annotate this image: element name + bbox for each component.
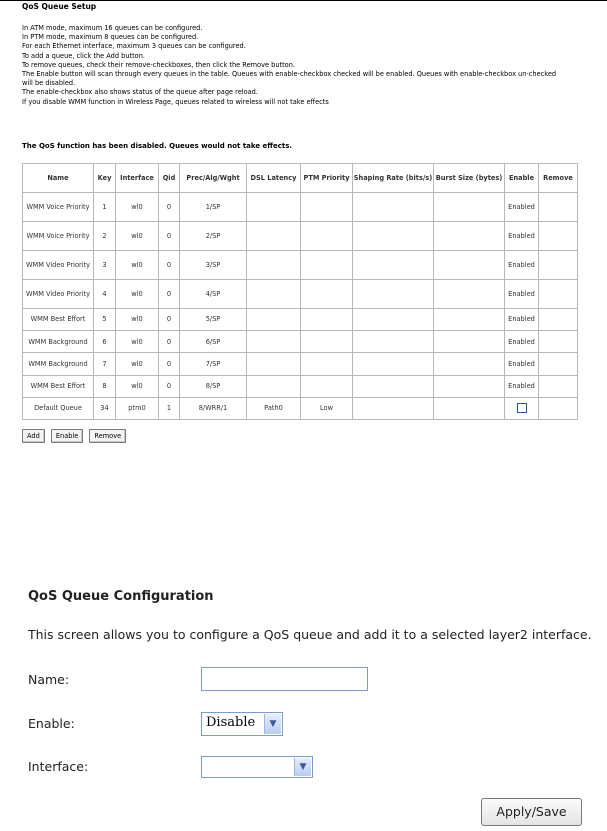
setup-notes [22, 24, 602, 107]
table-header-row [23, 164, 578, 193]
queue-table [22, 163, 578, 420]
note-line: In PTM mode, maximum 8 queues can be configured. [22, 33, 199, 42]
chevron-down-icon: ▼ [294, 758, 311, 776]
cell-remove [539, 193, 578, 222]
cell-shaping [353, 251, 434, 280]
cell-enable: Enabled [505, 331, 539, 353]
note-line: will be disabled. [22, 79, 76, 88]
cell-name: WMM Best Effort [23, 375, 94, 397]
cell-interface: wl0 [116, 375, 159, 397]
table-row [23, 353, 578, 375]
table-row [23, 222, 578, 251]
cell-remove [539, 309, 578, 331]
cell-enable: Enabled [505, 280, 539, 309]
cell-name: WMM Voice Priority [23, 193, 94, 222]
cell-prec: 2/SP [180, 222, 247, 251]
table-row [23, 309, 578, 331]
enable-select-value: Disable [206, 715, 256, 730]
col-prec: Prec/Alg/Wght [180, 164, 247, 193]
interface-select[interactable] [201, 756, 313, 778]
cell-name: WMM Video Priority [23, 251, 94, 280]
cell-qid: 0 [159, 309, 180, 331]
cell-prec: 7/SP [180, 353, 247, 375]
cell-name: WMM Video Priority [23, 280, 94, 309]
table-row [23, 375, 578, 397]
cell-prec: 5/SP [180, 309, 247, 331]
cell-enable: Enabled [505, 375, 539, 397]
cell-burst [434, 193, 505, 222]
config-title: QoS Queue Configuration [28, 589, 214, 604]
enable-checkbox[interactable] [517, 403, 527, 413]
cell-key: 8 [94, 375, 116, 397]
cell-enable: Enabled [505, 353, 539, 375]
cell-interface: wl0 [116, 251, 159, 280]
cell-ptm [301, 251, 353, 280]
note-line: If you disable WMM function in Wireless Page, queues related to wireless will not take effects [22, 97, 329, 106]
cell-shaping [353, 222, 434, 251]
cell-dsl [247, 375, 301, 397]
cell-burst [434, 331, 505, 353]
cell-shaping [353, 331, 434, 353]
col-dsl-latency: DSL Latency [247, 164, 301, 193]
remove-button[interactable]: Remove [89, 429, 126, 443]
note-line: The Enable button will scan through every queues in the table. Queues with enable-checkbox checked will be enabled. Queues with enable-checkbox un-checked [22, 70, 557, 79]
col-interface: Interface [116, 164, 159, 193]
cell-key: 5 [94, 309, 116, 331]
top-divider [0, 0, 607, 1]
cell-enable: Enabled [505, 222, 539, 251]
note-line: In ATM mode, maximum 16 queues can be configured. [22, 24, 203, 32]
cell-remove [539, 353, 578, 375]
cell-key: 1 [94, 193, 116, 222]
cell-ptm [301, 309, 353, 331]
cell-name: WMM Background [23, 353, 94, 375]
cell-dsl [247, 309, 301, 331]
cell-interface: wl0 [116, 222, 159, 251]
cell-key: 6 [94, 331, 116, 353]
name-input[interactable] [201, 667, 368, 691]
table-button-row [22, 423, 127, 443]
cell-qid: 0 [159, 331, 180, 353]
cell-shaping [353, 397, 434, 419]
cell-burst [434, 375, 505, 397]
cell-qid: 0 [159, 353, 180, 375]
cell-enable [505, 397, 539, 419]
col-shaping-rate: Shaping Rate (bits/s) [353, 164, 434, 193]
cell-dsl [247, 280, 301, 309]
cell-shaping [353, 375, 434, 397]
cell-prec: 4/SP [180, 280, 247, 309]
cell-key: 2 [94, 222, 116, 251]
config-description: This screen allows you to configure a QoS queue and add it to a selected layer2 interface. [28, 627, 592, 642]
cell-ptm [301, 222, 353, 251]
cell-burst [434, 353, 505, 375]
cell-remove [539, 280, 578, 309]
cell-burst [434, 222, 505, 251]
cell-shaping [353, 309, 434, 331]
note-line: The enable-checkbox also shows status of the queue after page reload. [22, 88, 258, 97]
cell-shaping [353, 353, 434, 375]
cell-burst [434, 397, 505, 419]
cell-qid: 0 [159, 193, 180, 222]
table-row [23, 193, 578, 222]
enable-select[interactable] [201, 712, 283, 736]
cell-name: WMM Background [23, 331, 94, 353]
cell-ptm [301, 375, 353, 397]
cell-prec: 1/SP [180, 193, 247, 222]
cell-remove [539, 222, 578, 251]
cell-prec: 6/SP [180, 331, 247, 353]
col-name: Name [23, 164, 94, 193]
setup-title: QoS Queue Setup [22, 2, 97, 11]
cell-dsl [247, 353, 301, 375]
col-qid: Qid [159, 164, 180, 193]
cell-ptm: Low [301, 397, 353, 419]
name-label: Name: [28, 672, 70, 687]
cell-remove [539, 331, 578, 353]
cell-remove [539, 375, 578, 397]
cell-ptm [301, 193, 353, 222]
cell-interface: ptm0 [116, 397, 159, 419]
table-row [23, 280, 578, 309]
cell-prec: 8/WRR/1 [180, 397, 247, 419]
enable-button[interactable]: Enable [51, 429, 83, 443]
cell-key: 7 [94, 353, 116, 375]
cell-dsl [247, 222, 301, 251]
col-remove: Remove [539, 164, 578, 193]
col-burst-size: Burst Size (bytes) [434, 164, 505, 193]
cell-dsl [247, 331, 301, 353]
cell-key: 4 [94, 280, 116, 309]
cell-dsl: Path0 [247, 397, 301, 419]
cell-enable: Enabled [505, 193, 539, 222]
cell-enable: Enabled [505, 251, 539, 280]
cell-name: Default Queue [23, 397, 94, 419]
cell-burst [434, 280, 505, 309]
cell-burst [434, 251, 505, 280]
note-line: For each Ethernet interface, maximum 3 queues can be configured. [22, 42, 246, 51]
add-button[interactable]: Add [22, 429, 45, 443]
cell-dsl [247, 193, 301, 222]
chevron-down-icon: ▼ [264, 714, 281, 734]
cell-remove [539, 251, 578, 280]
col-key: Key [94, 164, 116, 193]
cell-name: WMM Best Effort [23, 309, 94, 331]
note-line: To add a queue, click the Add button. [22, 51, 145, 60]
cell-ptm [301, 331, 353, 353]
cell-shaping [353, 280, 434, 309]
cell-interface: wl0 [116, 309, 159, 331]
cell-key: 3 [94, 251, 116, 280]
cell-enable: Enabled [505, 309, 539, 331]
apply-save-button[interactable]: Apply/Save [481, 798, 582, 826]
cell-ptm [301, 280, 353, 309]
note-line: To remove queues, check their remove-checkboxes, then click the Remove button. [22, 60, 295, 69]
cell-qid: 0 [159, 375, 180, 397]
cell-dsl [247, 251, 301, 280]
cell-interface: wl0 [116, 353, 159, 375]
interface-label: Interface: [28, 759, 89, 774]
cell-interface: wl0 [116, 331, 159, 353]
cell-interface: wl0 [116, 193, 159, 222]
col-ptm-priority: PTM Priority [301, 164, 353, 193]
cell-interface: wl0 [116, 280, 159, 309]
cell-qid: 0 [159, 222, 180, 251]
cell-prec: 3/SP [180, 251, 247, 280]
cell-remove [539, 397, 578, 419]
cell-qid: 1 [159, 397, 180, 419]
cell-name: WMM Voice Priority [23, 222, 94, 251]
table-row [23, 251, 578, 280]
enable-label: Enable: [28, 716, 75, 731]
table-row [23, 331, 578, 353]
table-row [23, 397, 578, 419]
cell-key: 34 [94, 397, 116, 419]
qos-disabled-message: The QoS function has been disabled. Queues would not take effects. [22, 142, 293, 150]
cell-burst [434, 309, 505, 331]
cell-qid: 0 [159, 251, 180, 280]
cell-shaping [353, 193, 434, 222]
cell-prec: 8/SP [180, 375, 247, 397]
cell-qid: 0 [159, 280, 180, 309]
cell-ptm [301, 353, 353, 375]
col-enable: Enable [505, 164, 539, 193]
